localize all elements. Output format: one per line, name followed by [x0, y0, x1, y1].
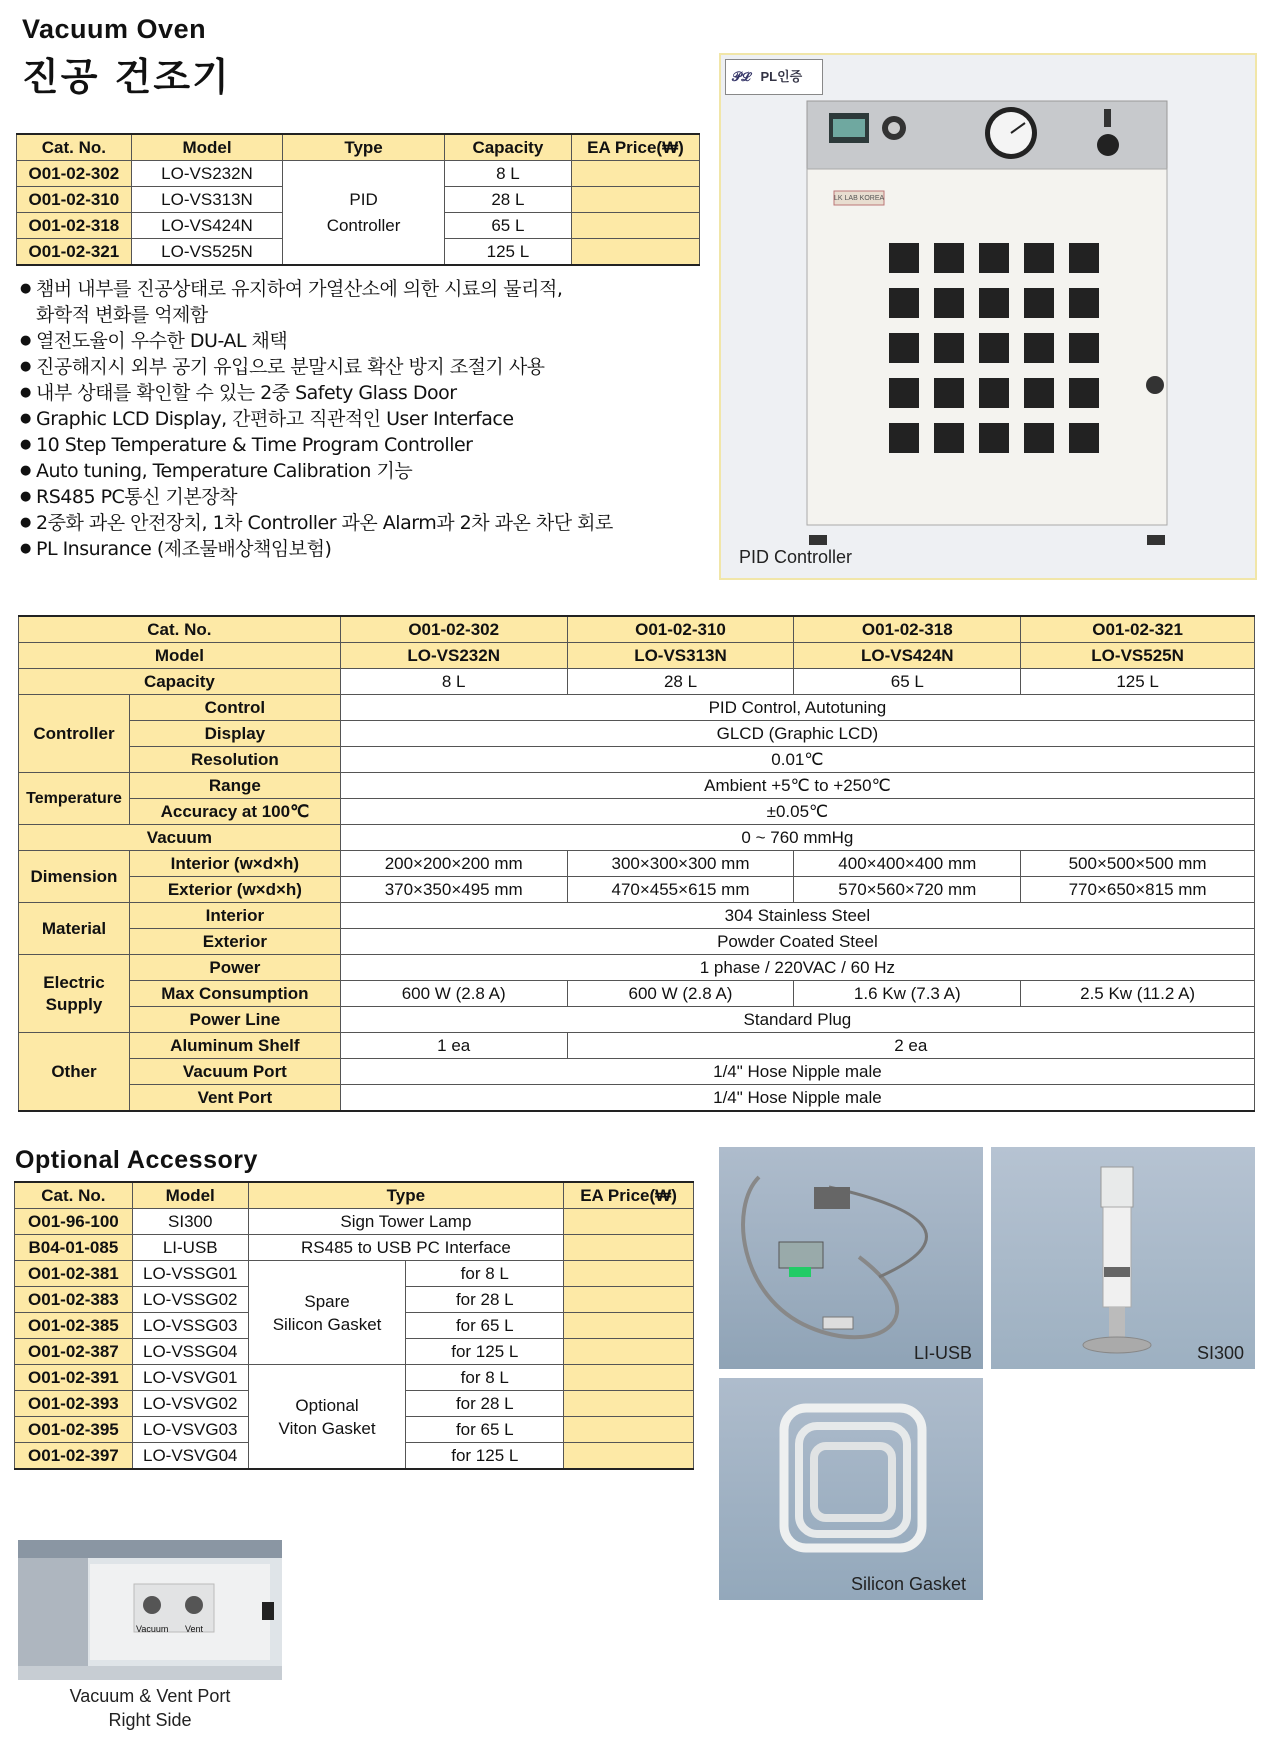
model: LO-VS232N: [131, 161, 283, 187]
group-electric-supply: [19, 955, 130, 1033]
feature-item: ● Graphic LCD Display, 간편하고 직관적인 User Interface: [20, 406, 700, 432]
viton-line-2: Viton Gasket: [278, 1418, 376, 1438]
accessory-title: Optional Accessory: [15, 1146, 258, 1174]
acc-col-price: EA Price(₩): [564, 1182, 694, 1209]
spec-model-label: Model: [19, 643, 341, 669]
exterior-dim: 470×455×615 mm: [567, 877, 794, 903]
feature-item: ● Auto tuning, Temperature Calibration 기능: [20, 458, 700, 484]
cat-no: O01-96-100: [15, 1209, 133, 1235]
acc-col-model: Model: [132, 1182, 248, 1209]
col-price: EA Price(₩): [571, 134, 699, 161]
pl-badge-label: PL인증: [760, 69, 803, 84]
resolution-value: 0.01℃: [340, 747, 1254, 773]
cat-no: B04-01-085: [15, 1235, 133, 1261]
spec-model: LO-VS232N: [340, 643, 567, 669]
product-photo: [719, 53, 1257, 580]
row-shelf: Aluminum Shelf: [129, 1033, 340, 1059]
model: LO-VSSG02: [132, 1287, 248, 1313]
capacity: 28 L: [444, 187, 571, 213]
row-power-line: Power Line: [129, 1007, 340, 1033]
row-power: Power: [129, 955, 340, 981]
row-control: Control: [129, 695, 340, 721]
cat-no: O01-02-397: [15, 1443, 133, 1470]
consumption: 600 W (2.8 A): [567, 981, 794, 1007]
cat-no: O01-02-321: [17, 239, 132, 266]
model: LO-VSVG02: [132, 1391, 248, 1417]
accessory-table: [14, 1181, 694, 1470]
price-cell: [564, 1365, 694, 1391]
row-exterior-dim: Exterior (w×d×h): [129, 877, 340, 903]
model: LO-VSVG04: [132, 1443, 248, 1470]
shelf-value: 1 ea: [340, 1033, 567, 1059]
group-other: Other: [19, 1033, 130, 1112]
cat-no: O01-02-302: [17, 161, 132, 187]
title-korean: 진공 건조기: [22, 55, 231, 99]
size: for 125 L: [406, 1443, 564, 1470]
spec-cat: O01-02-318: [794, 616, 1021, 643]
interior-dim: 300×300×300 mm: [567, 851, 794, 877]
price-cell: [564, 1209, 694, 1235]
row-interior-dim: Interior (w×d×h): [129, 851, 340, 877]
usb-cable-illustration: [719, 1147, 983, 1369]
accuracy-value: ±0.05℃: [340, 799, 1254, 825]
liusb-caption: LI-USB: [914, 1343, 973, 1363]
model: LI-USB: [132, 1235, 248, 1261]
table-row: [15, 1209, 694, 1235]
acc-col-type: Type: [248, 1182, 563, 1209]
spare-line-1: Spare: [304, 1291, 350, 1311]
spec-model: LO-VS525N: [1021, 643, 1255, 669]
model: LO-VSVG03: [132, 1417, 248, 1443]
type-cell: [283, 161, 445, 266]
group-dimension: Dimension: [19, 851, 130, 903]
gasket-caption: Silicon Gasket: [851, 1574, 967, 1594]
table-row: [17, 161, 700, 187]
feature-item: ● PL Insurance (제조물배상책임보험): [20, 536, 700, 562]
photo-caption: PID Controller: [739, 547, 853, 567]
price-cell: [571, 161, 699, 187]
type-line-1: PID: [349, 189, 378, 209]
table-row: [15, 1365, 694, 1391]
size: for 8 L: [406, 1365, 564, 1391]
price-cell: [564, 1443, 694, 1470]
brand-label: LK LAB KOREA: [834, 195, 885, 202]
model: LO-VSSG01: [132, 1261, 248, 1287]
feature-item: ● 열전도율이 우수한 DU-AL 채택: [20, 328, 700, 354]
cat-no: O01-02-385: [15, 1313, 133, 1339]
row-accuracy: Accuracy at 100℃: [129, 799, 340, 825]
control-value: PID Control, Autotuning: [340, 695, 1254, 721]
spec-model: LO-VS424N: [794, 643, 1021, 669]
type: RS485 to USB PC Interface: [248, 1235, 563, 1261]
price-cell: [564, 1339, 694, 1365]
col-cat: Cat. No.: [17, 134, 132, 161]
cat-no: O01-02-383: [15, 1287, 133, 1313]
spec-table: [18, 615, 1255, 1112]
vacuum-oven-illustration: [801, 95, 1221, 545]
power-value: 1 phase / 220VAC / 60 Hz: [340, 955, 1254, 981]
pl-logo-icon: 𝒫ℒ: [732, 69, 751, 84]
vacuum-value: 0 ~ 760 mmHg: [340, 825, 1254, 851]
group-temperature: Temperature: [19, 773, 130, 825]
price-cell: [571, 213, 699, 239]
feature-item: ● 10 Step Temperature & Time Program Controller: [20, 432, 700, 458]
row-interior: Interior: [129, 903, 340, 929]
feature-item: ● 진공해지시 외부 공기 유입으로 분말시료 확산 방지 조절기 사용: [20, 354, 700, 380]
spec-capacity: 125 L: [1021, 669, 1255, 695]
spec-capacity: 28 L: [567, 669, 794, 695]
capacity: 125 L: [444, 239, 571, 266]
viton-gasket-type: [248, 1365, 406, 1470]
size: for 65 L: [406, 1313, 564, 1339]
col-capacity: Capacity: [444, 134, 571, 161]
viton-line-1: Optional: [295, 1395, 359, 1415]
cat-no: O01-02-393: [15, 1391, 133, 1417]
port-panel-illustration: [18, 1540, 282, 1680]
row-max-consumption: Max Consumption: [129, 981, 340, 1007]
spec-capacity-label: Capacity: [19, 669, 341, 695]
vacuum-port-value: 1/4" Hose Nipple male: [340, 1059, 1254, 1085]
interior-dim: 500×500×500 mm: [1021, 851, 1255, 877]
spec-cat: O01-02-310: [567, 616, 794, 643]
spec-capacity: 8 L: [340, 669, 567, 695]
feature-item: ● 챔버 내부를 진공상태로 유지하여 가열산소에 의한 시료의 물리적,: [20, 276, 700, 302]
spec-model: LO-VS313N: [567, 643, 794, 669]
shelf-value: 2 ea: [567, 1033, 1254, 1059]
cat-no: O01-02-318: [17, 213, 132, 239]
title-english: Vacuum Oven: [22, 14, 207, 44]
spare-gasket-type: [248, 1261, 406, 1365]
price-cell: [564, 1417, 694, 1443]
col-type: Type: [283, 134, 445, 161]
capacity: 8 L: [444, 161, 571, 187]
group-material: Material: [19, 903, 130, 955]
row-exterior: Exterior: [129, 929, 340, 955]
si300-caption: SI300: [1197, 1343, 1245, 1363]
row-vacuum: Vacuum: [19, 825, 341, 851]
feature-list: [20, 276, 700, 562]
size: for 28 L: [406, 1287, 564, 1313]
model: LO-VSVG01: [132, 1365, 248, 1391]
exterior-dim: 770×650×815 mm: [1021, 877, 1255, 903]
price-cell: [564, 1235, 694, 1261]
gasket-illustration: [719, 1378, 983, 1600]
spec-cat: O01-02-321: [1021, 616, 1255, 643]
model: LO-VSSG04: [132, 1339, 248, 1365]
cat-no: O01-02-381: [15, 1261, 133, 1287]
exterior-dim: 370×350×495 mm: [340, 877, 567, 903]
power-line-value: Standard Plug: [340, 1007, 1254, 1033]
model: LO-VS313N: [131, 187, 283, 213]
row-vacuum-port: Vacuum Port: [129, 1059, 340, 1085]
price-cell: [564, 1313, 694, 1339]
model: LO-VS525N: [131, 239, 283, 266]
size: for 65 L: [406, 1417, 564, 1443]
exterior-value: Powder Coated Steel: [340, 929, 1254, 955]
feature-item: ● 내부 상태를 확인할 수 있는 2중 Safety Glass Door: [20, 380, 700, 406]
feature-item: ● 2중화 과온 안전장치, 1차 Controller 과온 Alarm과 2차 과온 차단 회로: [20, 510, 700, 536]
size: for 8 L: [406, 1261, 564, 1287]
size: for 125 L: [406, 1339, 564, 1365]
size: for 28 L: [406, 1391, 564, 1417]
price-cell: [564, 1261, 694, 1287]
pl-badge: [725, 59, 823, 95]
port-label-vacuum: Vacuum: [136, 1624, 169, 1634]
si300-photo: [991, 1147, 1255, 1369]
port-photo: [18, 1540, 282, 1680]
acc-col-cat: Cat. No.: [15, 1182, 133, 1209]
feature-item: ● RS485 PC통신 기본장착: [20, 484, 700, 510]
row-range: Range: [129, 773, 340, 799]
price-cell: [564, 1287, 694, 1313]
electric-label: Electric: [43, 972, 105, 992]
cat-no: O01-02-387: [15, 1339, 133, 1365]
model: LO-VS424N: [131, 213, 283, 239]
capacity: 65 L: [444, 213, 571, 239]
col-model: Model: [131, 134, 283, 161]
group-controller: Controller: [19, 695, 130, 773]
port-label-vent: Vent: [185, 1624, 204, 1634]
price-table: [16, 133, 700, 266]
consumption: 2.5 Kw (11.2 A): [1021, 981, 1255, 1007]
vent-port-value: 1/4" Hose Nipple male: [340, 1085, 1254, 1112]
cat-no: O01-02-391: [15, 1365, 133, 1391]
display-value: GLCD (Graphic LCD): [340, 721, 1254, 747]
cat-no: O01-02-395: [15, 1417, 133, 1443]
spare-line-2: Silicon Gasket: [272, 1314, 382, 1334]
interior-dim: 200×200×200 mm: [340, 851, 567, 877]
port-caption: [18, 1684, 282, 1732]
table-row: [15, 1261, 694, 1287]
interior-value: 304 Stainless Steel: [340, 903, 1254, 929]
tower-lamp-illustration: [991, 1147, 1255, 1369]
gasket-photo: [719, 1378, 983, 1600]
spec-capacity: 65 L: [794, 669, 1021, 695]
row-resolution: Resolution: [129, 747, 340, 773]
cat-no: O01-02-310: [17, 187, 132, 213]
range-value: Ambient +5℃ to +250℃: [340, 773, 1254, 799]
interior-dim: 400×400×400 mm: [794, 851, 1021, 877]
row-display: Display: [129, 721, 340, 747]
price-cell: [564, 1391, 694, 1417]
type-line-2: Controller: [326, 215, 401, 235]
port-caption-line-2: Right Side: [108, 1710, 192, 1730]
consumption: 600 W (2.8 A): [340, 981, 567, 1007]
exterior-dim: 570×560×720 mm: [794, 877, 1021, 903]
row-vent-port: Vent Port: [129, 1085, 340, 1112]
model: LO-VSSG03: [132, 1313, 248, 1339]
table-row: [15, 1235, 694, 1261]
feature-item-continued: 화학적 변화를 억제함: [36, 304, 208, 326]
consumption: 1.6 Kw (7.3 A): [794, 981, 1021, 1007]
type: Sign Tower Lamp: [248, 1209, 563, 1235]
spec-cat: O01-02-302: [340, 616, 567, 643]
spec-cat-label: Cat. No.: [19, 616, 341, 643]
port-caption-line-1: Vacuum & Vent Port: [69, 1686, 231, 1706]
price-cell: [571, 187, 699, 213]
supply-label: Supply: [45, 994, 103, 1014]
liusb-photo: [719, 1147, 983, 1369]
model: SI300: [132, 1209, 248, 1235]
price-cell: [571, 239, 699, 266]
